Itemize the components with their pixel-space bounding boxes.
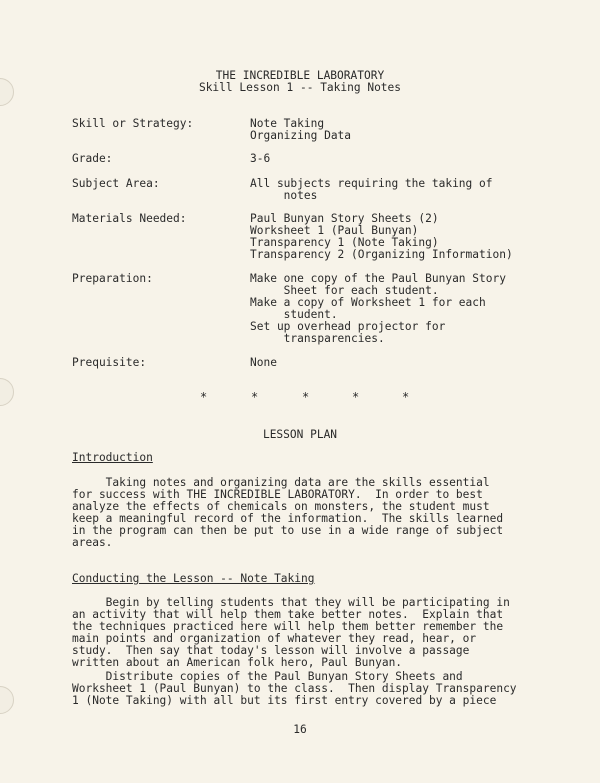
- paragraph-line: Taking notes and organizing data are the skills essential: [72, 476, 490, 489]
- field-value-line: Paul Bunyan Story Sheets (2): [250, 212, 439, 225]
- field-label-grade: Grade:: [72, 152, 113, 165]
- field-value-line: Make a copy of Worksheet 1 for each: [250, 296, 486, 309]
- separator-star: *: [251, 390, 259, 404]
- field-value-line: Make one copy of the Paul Bunyan Story: [250, 272, 506, 285]
- paragraph-line: 1 (Note Taking) with all but its first entry covered by a piece: [72, 694, 497, 707]
- paragraph-line: written about an American folk hero, Paul Bunyan.: [72, 656, 403, 669]
- punch-hole: [0, 686, 14, 714]
- document-subtitle: Skill Lesson 1 -- Taking Notes: [198, 81, 402, 94]
- paragraph-line: keep a meaningful record of the information. The skills learned: [72, 512, 504, 525]
- paragraph-line: analyze the effects of chemicals on monsters, the student must: [72, 500, 490, 513]
- paragraph-line: the techniques practiced here will help them better remember the: [72, 620, 504, 633]
- paragraph-line: Worksheet 1 (Paul Bunyan) to the class. Then display Transparency: [72, 682, 517, 695]
- field-value-line: 3-6: [250, 152, 271, 165]
- paragraph-line: in the program can then be put to use in a wide range of subject: [72, 524, 504, 537]
- field-value-line: Set up overhead projector for: [250, 320, 446, 333]
- punch-hole: [0, 378, 14, 406]
- field-value-line: transparencies.: [250, 332, 385, 345]
- field-value-line: student.: [250, 308, 338, 321]
- paragraph-line: for success with THE INCREDIBLE LABORATORY. In order to best: [72, 488, 483, 501]
- paragraph-line: an activity that will help them take better notes. Explain that: [72, 608, 504, 621]
- separator-star: *: [352, 390, 360, 404]
- field-label-skill: Skill or Strategy:: [72, 117, 194, 130]
- introduction-heading: Introduction: [72, 451, 153, 464]
- separator-star: *: [402, 390, 410, 404]
- lesson-plan-heading: LESSON PLAN: [262, 428, 338, 441]
- separator-star: *: [302, 390, 310, 404]
- field-value-line: All subjects requiring the taking of: [250, 177, 493, 190]
- field-value-line: Organizing Data: [250, 129, 352, 142]
- separator-star: *: [200, 390, 208, 404]
- page-number: 16: [293, 723, 307, 736]
- field-value-line: Note Taking: [250, 117, 325, 130]
- field-label-prerequisite: Prequisite:: [72, 356, 147, 369]
- paragraph-line: Distribute copies of the Paul Bunyan Story Sheets and: [72, 670, 463, 683]
- paragraph-line: study. Then say that today's lesson will involve a passage: [72, 644, 470, 657]
- field-value-line: Sheet for each student.: [250, 284, 439, 297]
- field-value-line: Transparency 1 (Note Taking): [250, 236, 439, 249]
- paragraph-line: areas.: [72, 536, 113, 549]
- field-label-subject: Subject Area:: [72, 177, 160, 190]
- paragraph-line: Begin by telling students that they will be participating in: [72, 596, 510, 609]
- document-title: THE INCREDIBLE LABORATORY: [215, 69, 385, 82]
- paragraph-line: main points and organization of whatever they read, hear, or: [72, 632, 477, 645]
- field-value-line: None: [250, 356, 277, 369]
- field-label-materials: Materials Needed:: [72, 212, 187, 225]
- field-value-line: Transparency 2 (Organizing Information): [250, 248, 513, 261]
- field-value-line: Worksheet 1 (Paul Bunyan): [250, 224, 419, 237]
- field-label-preparation: Preparation:: [72, 272, 153, 285]
- field-value-line: notes: [250, 189, 318, 202]
- conducting-heading: Conducting the Lesson -- Note Taking: [72, 572, 315, 585]
